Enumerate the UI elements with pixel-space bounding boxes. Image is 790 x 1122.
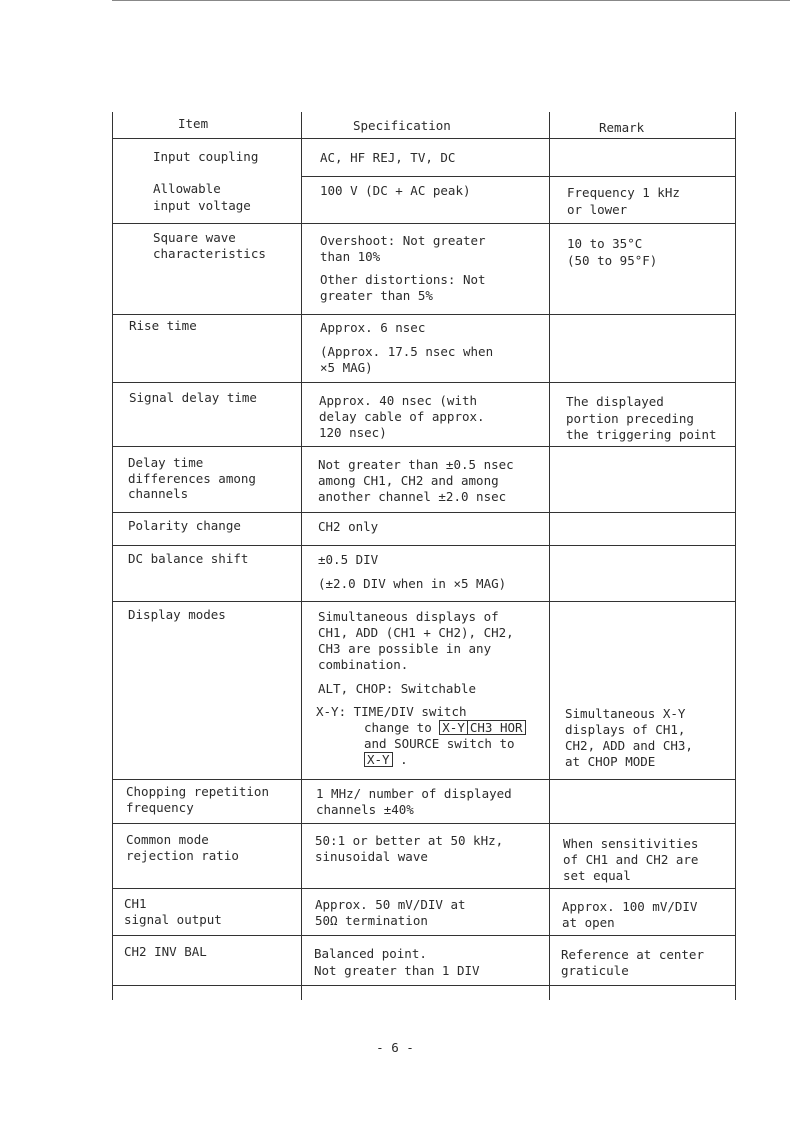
- column-divider-remark: [549, 112, 550, 1000]
- remark-cell: When sensitivities: [563, 836, 699, 851]
- spec-cell: 50Ω termination: [315, 913, 428, 928]
- spec-text: .: [400, 752, 408, 767]
- row-rule: [301, 176, 736, 177]
- spec-cell: [364, 720, 526, 736]
- header-rule: [112, 138, 736, 139]
- spec-cell: Approx. 6 nsec: [320, 320, 426, 335]
- remark-cell: set equal: [563, 868, 631, 883]
- spec-text: change to: [364, 720, 432, 735]
- switch-label-box: X-Y: [364, 752, 393, 767]
- spec-cell: CH2 only: [318, 519, 379, 534]
- spec-cell: Not greater than ±0.5 nsec: [318, 457, 514, 472]
- remark-cell: Simultaneous X-Y: [565, 706, 686, 721]
- spec-cell: Not greater than 1 DIV: [314, 963, 480, 978]
- row-rule: [112, 314, 736, 315]
- page-number: - 6 -: [376, 1040, 414, 1055]
- switch-label-box: CH3 HOR: [468, 720, 526, 735]
- spec-cell: (Approx. 17.5 nsec when: [320, 344, 494, 359]
- table-right-border: [735, 112, 736, 1000]
- spec-cell: CH1, ADD (CH1 + CH2), CH2,: [318, 625, 514, 640]
- spec-cell: greater than 5%: [320, 288, 433, 303]
- row-rule: [112, 223, 736, 224]
- item-cell: Input coupling: [153, 149, 259, 164]
- item-cell: input voltage: [153, 198, 251, 213]
- spec-cell: 100 V (DC + AC peak): [320, 183, 471, 198]
- spec-cell: another channel ±2.0 nsec: [318, 489, 507, 504]
- spec-cell: AC, HF REJ, TV, DC: [320, 150, 456, 165]
- spec-cell: sinusoidal wave: [315, 849, 428, 864]
- spec-cell: channels ±40%: [316, 802, 414, 817]
- item-cell: characteristics: [153, 246, 266, 261]
- spec-cell: combination.: [318, 657, 409, 672]
- spec-cell: X-Y: TIME/DIV switch: [316, 704, 467, 719]
- remark-cell: portion preceding: [566, 411, 694, 426]
- item-cell: CH2 INV BAL: [124, 944, 207, 959]
- remark-cell: displays of CH1,: [565, 722, 686, 737]
- row-rule: [112, 935, 736, 936]
- remark-cell: at CHOP MODE: [565, 754, 656, 769]
- row-rule: [112, 446, 736, 447]
- item-cell: Chopping repetition: [126, 784, 269, 799]
- row-rule: [112, 545, 736, 546]
- spec-cell: Balanced point.: [314, 946, 427, 961]
- item-cell: Common mode: [126, 832, 209, 847]
- remark-cell: the triggering point: [566, 427, 717, 442]
- spec-cell: 50:1 or better at 50 kHz,: [315, 833, 504, 848]
- row-rule: [112, 512, 736, 513]
- spec-cell: than 10%: [320, 249, 381, 264]
- remark-cell: 10 to 35°C: [567, 236, 643, 251]
- remark-cell: The displayed: [566, 394, 664, 409]
- header-item: Item: [178, 116, 209, 131]
- item-cell: Rise time: [129, 318, 197, 333]
- remark-cell: Frequency 1 kHz: [567, 185, 680, 200]
- remark-cell: Approx. 100 mV/DIV: [562, 899, 698, 914]
- header-remark: Remark: [599, 120, 645, 135]
- spec-cell: among CH1, CH2 and among: [318, 473, 499, 488]
- column-divider-spec: [301, 112, 302, 1000]
- top-rule: [112, 0, 790, 1]
- spec-cell: delay cable of approx.: [319, 409, 485, 424]
- remark-cell: of CH1 and CH2 are: [563, 852, 699, 867]
- row-rule: [112, 823, 736, 824]
- item-cell: differences among: [128, 471, 256, 486]
- item-cell: Allowable: [153, 181, 221, 196]
- table-left-border: [112, 112, 113, 1000]
- item-cell: CH1: [124, 896, 147, 911]
- row-rule: [112, 779, 736, 780]
- item-cell: channels: [128, 486, 189, 501]
- remark-cell: at open: [562, 915, 615, 930]
- item-cell: Delay time: [128, 455, 204, 470]
- spec-cell: ALT, CHOP: Switchable: [318, 681, 477, 696]
- spec-cell: ±0.5 DIV: [318, 552, 379, 567]
- remark-cell: graticule: [561, 963, 629, 978]
- remark-cell: CH2, ADD and CH3,: [565, 738, 693, 753]
- spec-cell: [364, 752, 408, 768]
- spec-cell: CH3 are possible in any: [318, 641, 492, 656]
- remark-cell: or lower: [567, 202, 628, 217]
- switch-label-box: X-Y: [439, 720, 468, 735]
- item-cell: Signal delay time: [129, 390, 257, 405]
- item-cell: frequency: [126, 800, 194, 815]
- spec-cell: (±2.0 DIV when in ×5 MAG): [318, 576, 507, 591]
- spec-cell: Simultaneous displays of: [318, 609, 499, 624]
- remark-cell: Reference at center: [561, 947, 704, 962]
- item-cell: DC balance shift: [128, 551, 249, 566]
- item-cell: rejection ratio: [126, 848, 239, 863]
- header-specification: Specification: [353, 118, 451, 133]
- row-rule: [112, 985, 736, 986]
- spec-cell: Approx. 50 mV/DIV at: [315, 897, 466, 912]
- item-cell: signal output: [124, 912, 222, 927]
- spec-cell: Overshoot: Not greater: [320, 233, 486, 248]
- spec-cell: ×5 MAG): [320, 360, 373, 375]
- row-rule: [112, 382, 736, 383]
- spec-cell: 1 MHz/ number of displayed: [316, 786, 512, 801]
- remark-cell: (50 to 95°F): [567, 253, 658, 268]
- row-rule: [112, 888, 736, 889]
- item-cell: Display modes: [128, 607, 226, 622]
- row-rule: [112, 601, 736, 602]
- spec-cell: Approx. 40 nsec (with: [319, 393, 478, 408]
- spec-cell: and SOURCE switch to: [364, 736, 515, 751]
- item-cell: Polarity change: [128, 518, 241, 533]
- item-cell: Square wave: [153, 230, 236, 245]
- spec-cell: 120 nsec): [319, 425, 387, 440]
- spec-cell: Other distortions: Not: [320, 272, 486, 287]
